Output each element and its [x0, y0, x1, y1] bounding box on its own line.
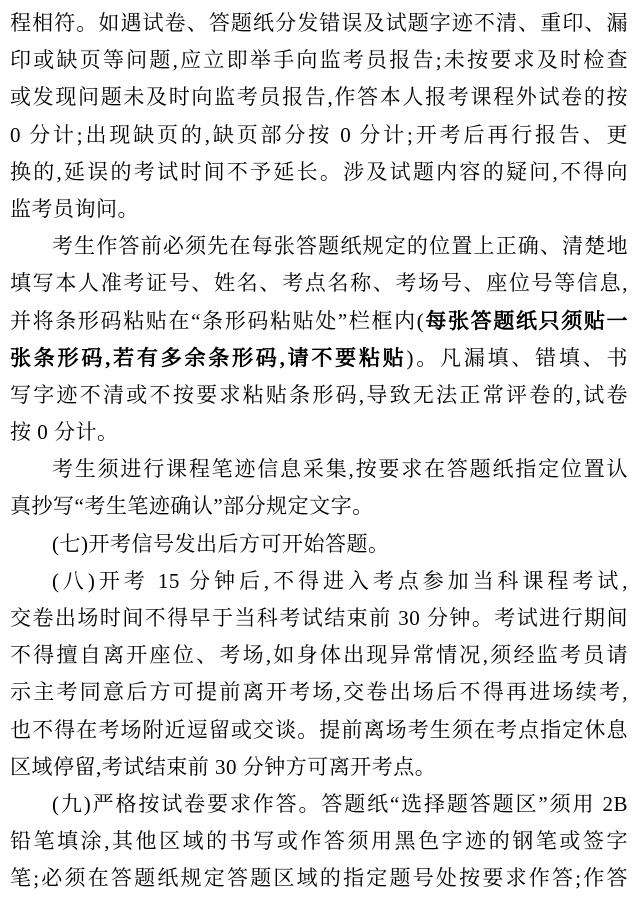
text-line — [10, 340, 628, 377]
text-line — [10, 5, 628, 42]
text-segment: 程相符。如遇试卷、答题纸分发错误及试题字迹不清、重印、漏 — [10, 11, 628, 35]
text-segment: 填写本人准考证号、姓名、考点名称、考场号、座位号等信息, — [10, 271, 628, 296]
document-body — [10, 5, 628, 898]
text-segment: 真抄写“考生笔迹确认”部分规定文字。 — [10, 494, 374, 519]
text-line — [10, 637, 628, 674]
text-segment: )。凡漏填、错填、书 — [406, 345, 628, 370]
text-segment: 0 分计;出现缺页的,缺页部分按 0 分计;开考后再行报告、更 — [10, 122, 628, 147]
text-segment: 也不得在考场附近逗留或交谈。提前离场考生须在考点指定休息 — [10, 717, 628, 742]
text-line — [10, 786, 628, 823]
text-segment: 笔;必须在答题纸规定答题区域的指定题号处按要求作答;作答 — [10, 866, 628, 891]
text-segment: 铅笔填涂,其他区域的书写或作答须用黑色字迹的钢笔或签字 — [10, 829, 628, 854]
text-line — [10, 303, 628, 340]
text-segment: 考生作答前必须先在每张答题纸规定的位置上正确、清楚地 — [52, 234, 628, 259]
text-segment: 交卷出场时间不得早于当科考试结束前 30 分钟。考试进行期间 — [10, 606, 628, 630]
text-line — [10, 563, 628, 600]
text-segment: 印或缺页等问题,应立即举手向监考员报告;未按要求及时检查 — [10, 48, 628, 73]
text-line — [10, 823, 628, 860]
text-line — [10, 749, 628, 786]
text-segment: 换的,延误的考试时间不予延长。涉及试题内容的疑问,不得向 — [10, 159, 628, 184]
text-segment: 区域停留,考试结束前 30 分钟方可离开考点。 — [10, 754, 437, 779]
text-line — [10, 191, 628, 228]
text-segment: 示主考同意后方可提前离开考场,交卷出场后不得再进场续考, — [10, 680, 628, 705]
text-line — [10, 154, 628, 191]
text-segment: 并将条形码粘贴在“条形码粘贴处”栏框内( — [10, 308, 425, 333]
text-segment: 写字迹不清或不按要求粘贴条形码,导致无法正常评卷的,试卷 — [10, 382, 628, 407]
text-segment: 考生须进行课程笔迹信息采集,按要求在答题纸指定位置认 — [52, 457, 628, 482]
text-segment: 按 0 分计。 — [10, 420, 119, 445]
text-segment: (八)开考 15 分钟后,不得进入考点参加当科课程考试, — [52, 568, 628, 593]
text-line — [10, 451, 628, 488]
bold-text-segment: 张条形码,若有多余条形码,请不要粘贴 — [10, 345, 407, 370]
text-line — [10, 42, 628, 79]
text-segment: 不得擅自离开座位、考场,如身体出现异常情况,须经监考员请 — [10, 643, 628, 668]
text-segment: 或发现问题未及时向监考员报告,作答本人报考课程外试卷的按 — [10, 85, 628, 110]
text-segment: (七)开考信号发出后方可开始答题。 — [52, 531, 390, 556]
text-line — [10, 377, 628, 414]
text-segment: (九)严格按试卷要求作答。答题纸“选择题答题区”须用 2B — [52, 791, 628, 816]
text-line — [10, 488, 628, 525]
text-line — [10, 265, 628, 302]
text-line — [10, 414, 628, 451]
text-line — [10, 526, 628, 563]
text-line — [10, 712, 628, 749]
text-segment: 监考员询问。 — [10, 196, 139, 221]
text-line — [10, 228, 628, 265]
text-line — [10, 600, 628, 637]
text-line — [10, 860, 628, 897]
text-line — [10, 117, 628, 154]
bold-text-segment: 每张答题纸只须贴一 — [424, 308, 628, 333]
text-line — [10, 674, 628, 711]
text-line — [10, 79, 628, 116]
